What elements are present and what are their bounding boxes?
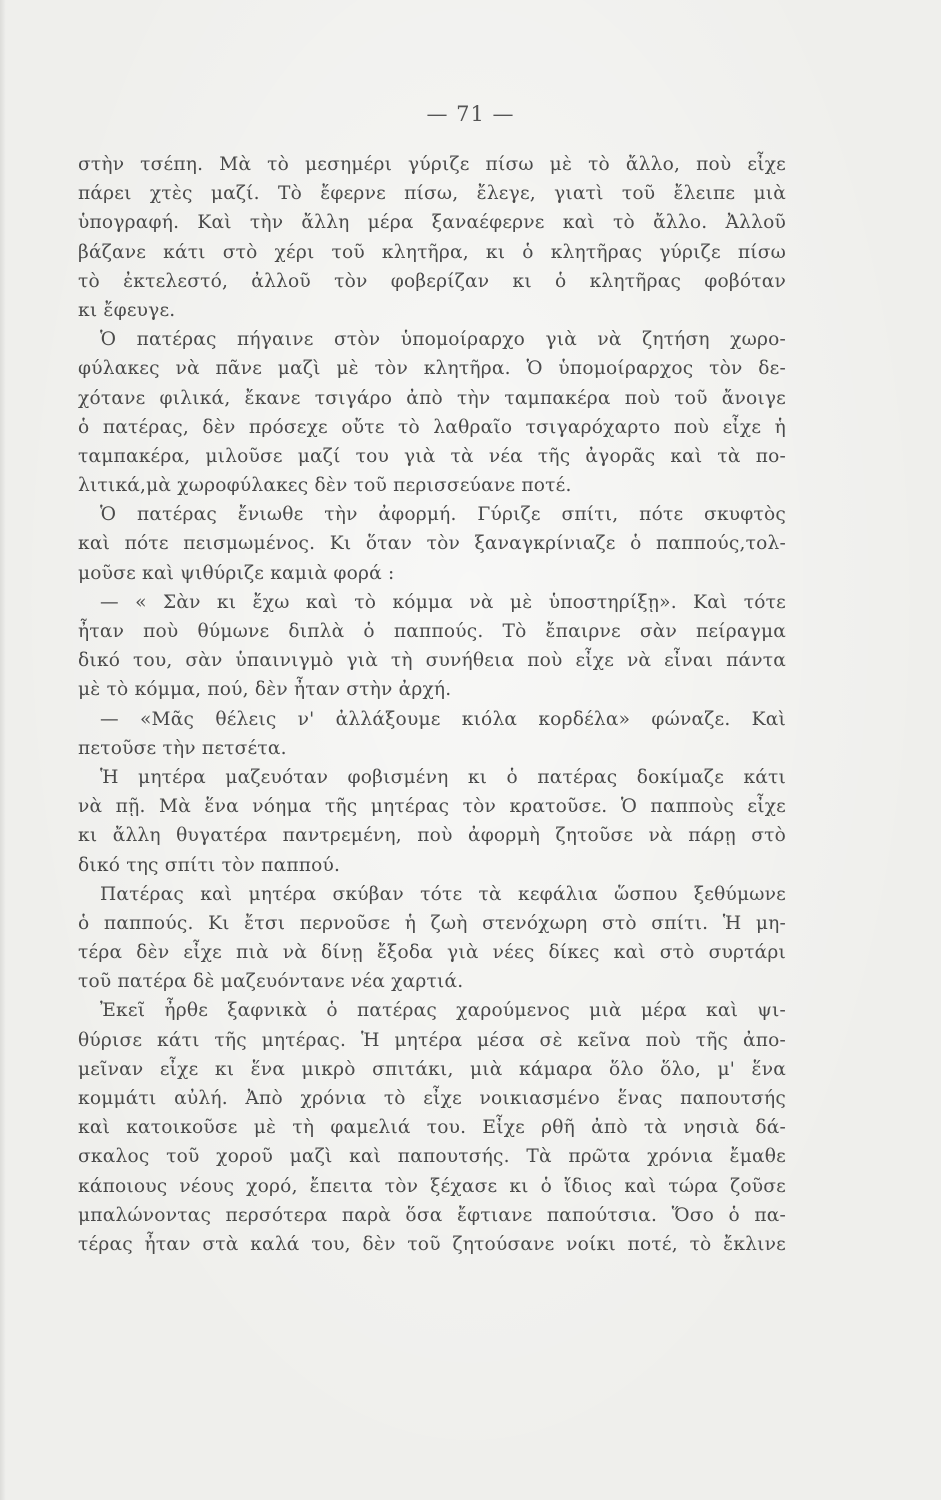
text-line: θύρισε κάτι τῆς μητέρας. Ἡ μητέρα μέσα σὲ κεῖνα ποὺ τῆς ἀπο- [78,1029,786,1051]
text-line: σκαλος τοῦ χοροῦ μαζὶ καὶ παπουτσής. Τὰ πρῶτα χρόνια ἔμαθε [78,1146,786,1168]
text-line: κι ἔφευγε. [78,299,176,321]
text-line: δικό του, σὰν ὑπαινιγμὸ γιὰ τὴ συνήθεια ποὺ εἶχε νὰ εἶναι πάντα [78,650,786,672]
text-line: ἦταν ποὺ θύμωνε διπλὰ ὁ παππούς. Τὸ ἔπαιρνε σὰν πείραγμα [78,621,786,642]
text-line: Ὁ πατέρας ἔνιωθε τὴν ἀφορμή. Γύριζε σπίτι, πότε σκυφτὸς [100,504,786,526]
text-line: Ἐκεῖ ἦρθε ξαφνικὰ ὁ πατέρας χαρούμενος μιὰ μέρα καὶ ψι- [100,1000,786,1022]
text-line: νὰ πῇ. Μὰ ἕνα νόημα τῆς μητέρας τὸν κρατοῦσε. Ὁ παπποὺς εἶχε [78,796,786,818]
text-line: κάποιους νέους χορό, ἔπειτα τὸν ξέχασε κι ὁ ἴδιος καὶ τώρα ζοῦσε [78,1175,786,1197]
text-line: κομμάτι αὐλή. Ἀπὸ χρόνια τὸ εἶχε νοικιασμένο ἕνας παπουτσής [78,1088,786,1109]
text-line: μὲ τὸ κόμμα, πού, δὲν ἦταν στὴν ἀρχή. [78,679,452,701]
text-line: Πατέρας καὶ μητέρα σκύβαν τότε τὰ κεφάλια ὥσπου ξεθύμωνε [100,883,786,905]
text-line: ταμπακέρα, μιλοῦσε μαζί του γιὰ τὰ νέα τῆς ἀγορᾶς καὶ τὰ πο- [78,445,786,467]
text-line: μεῖναν εἶχε κι ἕνα μικρὸ σπιτάκι, μιὰ κάμαρα ὅλο ὅλο, μ' ἕνα [78,1058,786,1080]
text-line: λιτικά,μὰ χωροφύλακες δὲν τοῦ περισσεύανε ποτέ. [78,475,572,497]
text-line: τοῦ πατέρα δὲ μαζευόντανε νέα χαρτιά. [78,971,464,993]
page-binding-shadow [0,0,6,1500]
text-line: — « Σὰν κι ἔχω καὶ τὸ κόμμα νὰ μὲ ὑποστηρίξῃ». Καὶ τότε [100,591,786,613]
text-line: τὸ ἐκτελεστό, ἀλλοῦ τὸν φοβερίζαν κι ὁ κλητῆρας φοβόταν [78,270,786,292]
body-text [78,150,786,1259]
text-line: ὁ πατέρας, δὲν πρόσεχε οὔτε τὸ λαθραῖο τσιγαρόχαρτο ποὺ εἶχε ἡ [78,416,786,438]
text-line: δικό της σπίτι τὸν παππού. [78,854,341,876]
text-line: βάζανε κάτι στὸ χέρι τοῦ κλητῆρα, κι ὁ κλητῆρας γύριζε πίσω [78,241,786,263]
text-line: στὴν τσέπη. Μὰ τὸ μεσημέρι γύριζε πίσω μὲ τὸ ἄλλο, ποὺ εἶχε [78,154,786,175]
text-line: τέρα δὲν εἶχε πιὰ νὰ δίνῃ ἔξοδα γιὰ νέες δίκες καὶ στὸ συρτάρι [78,942,786,964]
text-line: πετοῦσε τὴν πετσέτα. [78,737,287,759]
page-number: — 71 — [426,102,515,126]
text-line: — «Μᾶς θέλεις ν' ἀλλάξουμε κιόλα κορδέλα» φώναζε. Καὶ [100,708,786,730]
text-line: μοῦσε καὶ ψιθύριζε καμιὰ φορά : [78,562,395,584]
text-line: Ἡ μητέρα μαζευόταν φοβισμένη κι ὁ πατέρας δοκίμαζε κάτι [100,766,786,788]
text-line: τέρας ἦταν στὰ καλά του, δὲν τοῦ ζητούσανε νοίκι ποτέ, τὸ ἔκλινε [78,1233,786,1255]
text-line: κι ἄλλη θυγατέρα παντρεμένη, ποὺ ἀφορμὴ ζητοῦσε νὰ πάρῃ στὸ [78,825,786,847]
text-line: καὶ κατοικοῦσε μὲ τὴ φαμελιά του. Εἶχε ρθῆ ἀπὸ τὰ νησιὰ δά- [78,1117,786,1139]
text-line: μπαλώνοντας περσότερα παρὰ ὅσα ἔφτιανε παπούτσια. Ὅσο ὁ πα- [78,1204,786,1226]
text-line: καὶ πότε πεισμωμένος. Κι ὅταν τὸν ξαναγκρίνιαζε ὁ παππούς,τολ- [78,533,786,555]
text-line: φύλακες νὰ πᾶνε μαζὶ μὲ τὸν κλητῆρα. Ὁ ὑπομοίραρχος τὸν δε- [78,358,786,380]
text-line: πάρει χτὲς μαζί. Τὸ ἔφερνε πίσω, ἔλεγε, γιατὶ τοῦ ἔλειπε μιὰ [78,183,786,205]
text-line: ὁ παππούς. Κι ἔτσι περνοῦσε ἡ ζωὴ στενόχωρη στὸ σπίτι. Ἡ μη- [78,912,786,934]
text-line: Ὁ πατέρας πήγαινε στὸν ὑπομοίραρχο γιὰ νὰ ζητήση χωρο- [100,329,786,351]
text-line: χότανε φιλικά, ἔκανε τσιγάρο ἀπὸ τὴν ταμπακέρα ποὺ τοῦ ἄνοιγε [78,387,786,409]
text-line: ὑπογραφή. Καὶ τὴν ἄλλη μέρα ξαναέφερνε καὶ τὸ ἄλλο. Ἀλλοῦ [78,212,786,234]
